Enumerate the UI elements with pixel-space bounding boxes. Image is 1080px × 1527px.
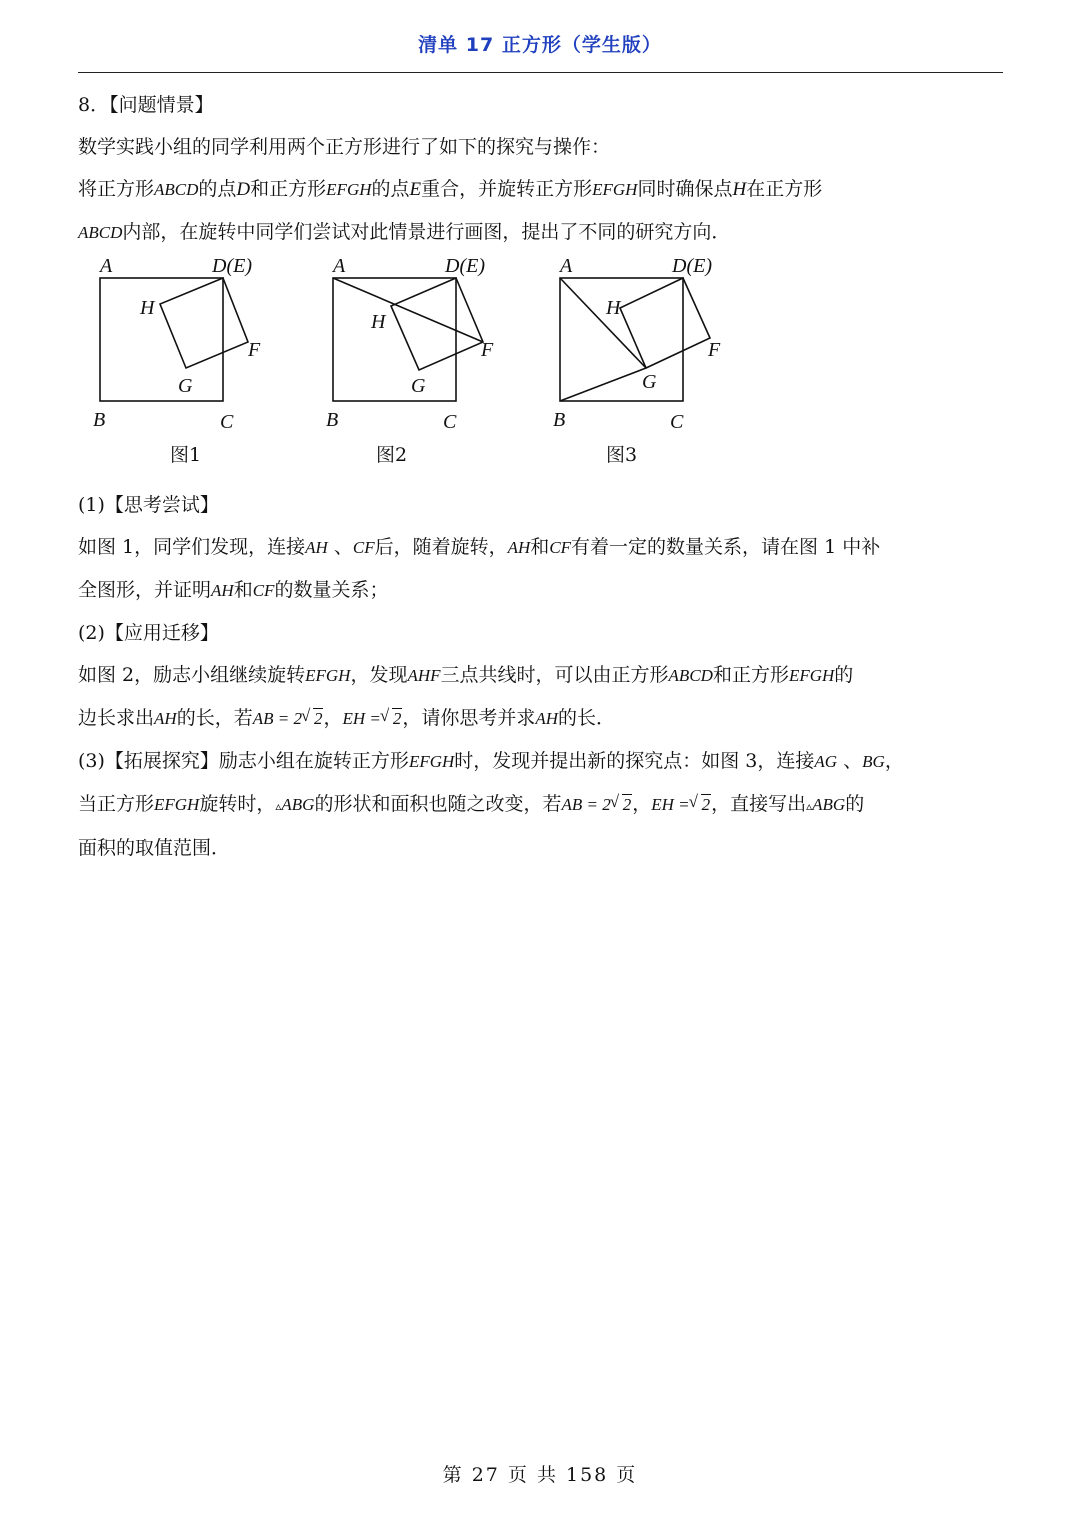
fig1-square-abcd — [100, 278, 223, 401]
fig1-label-b: B — [93, 409, 106, 431]
fig3-label-g: G — [642, 371, 657, 393]
fig3-label-f: F — [708, 339, 721, 361]
fig1-square-efgh — [160, 278, 248, 368]
fig2-square-efgh — [391, 278, 483, 370]
fig2-label-g: G — [411, 375, 426, 397]
fig3-line-bg — [560, 368, 646, 401]
part1-line-1: 如图 1，同学们发现，连接AH 、CF后，随着旋转，AH和CF有着一定的数量关系，请在图 1 中补 — [78, 536, 881, 558]
part3-line-1: (3)【拓展探究】励志小组在旋转正方形EFGH时，发现并提出新的探究点：如图 3，连接AG 、BG， — [78, 750, 904, 772]
figures-row — [78, 256, 1004, 478]
fig1-label-h: H — [140, 297, 155, 319]
fig1-label-f: F — [248, 339, 261, 361]
intro-line-3: ABCD内部，在旋转中同学们尝试对此情景进行画图，提出了不同的研究方向． — [78, 221, 731, 243]
fig1-label-c: C — [220, 411, 234, 433]
fig3-line-ag — [560, 278, 646, 368]
fig2-label-h: H — [371, 311, 386, 333]
part1-line-2: 全图形，并证明AH和CF的数量关系； — [78, 579, 389, 601]
fig2-label-a: A — [333, 256, 346, 277]
fig2-label-f: F — [481, 339, 494, 361]
figure-1-caption: 图1 — [170, 444, 202, 466]
fig1-label-g: G — [178, 375, 193, 397]
figure-2 — [321, 256, 511, 466]
part3-line-3: 面积的取值范围． — [78, 837, 231, 859]
problem-heading: 8．【问题情景】 — [78, 94, 214, 116]
figure-1 — [88, 256, 278, 466]
figure-3 — [548, 256, 738, 466]
fig3-label-h: H — [606, 297, 621, 319]
figure-3-caption: 图3 — [606, 444, 638, 466]
fig3-label-a: A — [560, 256, 573, 277]
page-header: 清单 17 正方形（学生版） — [418, 34, 662, 56]
part3-line-2: 当正方形EFGH旋转时，▵ABG的形状和面积也随之改变，若AB = 2√ 2，EH =√ 2，直接写出▵ABG的 — [78, 783, 1004, 827]
fig3-label-b: B — [553, 409, 566, 431]
fig3-label-c: C — [670, 411, 684, 433]
fig2-label-de: D(E) — [445, 256, 485, 277]
page-footer: 第 27 页 共 158 页 — [442, 1464, 638, 1486]
intro-line-2: 将正方形ABCD的点D和正方形EFGH的点E重合，并旋转正方形EFGH同时确保点H在正方形 — [78, 178, 823, 200]
fig3-label-de: D(E) — [672, 256, 712, 277]
problem-content — [78, 84, 1004, 869]
fig2-square-abcd — [333, 278, 456, 401]
part1-title: (1)【思考尝试】 — [78, 494, 219, 516]
fig1-label-a: A — [100, 256, 113, 277]
fig1-label-de: D(E) — [212, 256, 252, 277]
part2-title: (2)【应用迁移】 — [78, 622, 219, 644]
fig2-label-b: B — [326, 409, 339, 431]
figure-2-caption: 图2 — [376, 444, 408, 466]
part2-line-1: 如图 2，励志小组继续旋转EFGH，发现AHF三点共线时，可以由正方形ABCD和正方形EFGH的 — [78, 664, 854, 686]
header-rule — [78, 72, 1003, 73]
fig2-label-c: C — [443, 411, 457, 433]
part2-line-2: 边长求出AH的长，若AB = 2√ 2，EH =√ 2，请你思考并求AH的长． — [78, 697, 1004, 740]
intro-line-1: 数学实践小组的同学利用两个正方形进行了如下的探究与操作： — [78, 136, 611, 158]
